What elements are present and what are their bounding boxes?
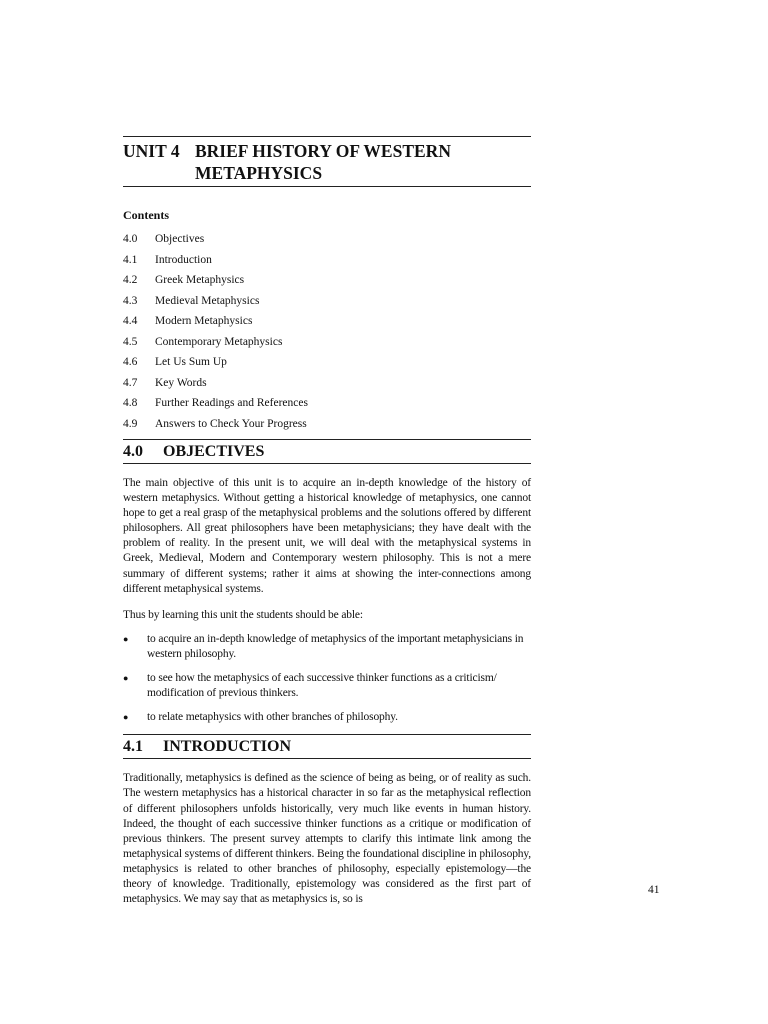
bullet-icon: ●	[123, 673, 129, 684]
toc-item	[123, 311, 531, 332]
contents-heading: Contents	[123, 208, 170, 222]
section-number: 4.0	[123, 443, 143, 460]
toc-label: Contemporary Metaphysics	[155, 335, 283, 348]
bullet-text: to see how the metaphysics of each successive thinker functions as a criticism/ modification of previous thinkers.	[147, 672, 497, 700]
page-content	[123, 136, 531, 907]
toc-item	[123, 229, 531, 250]
unit-title	[195, 140, 531, 184]
toc-item	[123, 291, 531, 312]
bullet-icon: ●	[123, 633, 129, 644]
bullet-text: to relate metaphysics with other branches of philosophy.	[147, 711, 398, 724]
toc-label: Modern Metaphysics	[155, 315, 253, 327]
page-number: 41	[648, 884, 660, 896]
unit-bottom-rule	[123, 186, 531, 187]
section-title: OBJECTIVES	[163, 443, 265, 460]
section-title: INTRODUCTION	[163, 738, 292, 756]
toc-item	[123, 352, 531, 373]
introduction-paragraph: Traditionally, metaphysics is defined as the science of being as being, or of reality as such. The western metaphysics has a historical character in so far as the metaphysical reflection of different philosophers unfolds historically, very much like events in human history. Indeed, the thought of each successive thinker functions as a critique or modification of previous thinkers. The present survey attempts to clarify this intimate link among the metaphysical systems of different thinkers. Being the foundational discipline in philosophy, metaphysics is related to other branches of philosophy, especially epistemology—the theory of knowledge. Traditionally, epistemology was considered as the first part of metaphysics. We may say that as metaphysics is, so is	[123, 772, 531, 906]
section-number: 4.1	[123, 738, 143, 756]
toc-item	[123, 393, 531, 414]
toc-number: 4.3	[123, 294, 138, 307]
toc-item	[123, 373, 531, 394]
toc-number: 4.5	[123, 335, 138, 348]
toc-label: Greek Metaphysics	[155, 274, 245, 286]
toc-number: 4.1	[123, 253, 138, 266]
toc-item	[123, 414, 531, 435]
unit-title-line2: METAPHYSICS	[195, 163, 323, 183]
bullet-icon: ●	[123, 712, 129, 723]
toc-number: 4.4	[123, 315, 138, 327]
introduction-bottom-rule	[123, 758, 531, 759]
toc-label: Answers to Check Your Progress	[155, 417, 307, 430]
toc-label: Key Words	[155, 376, 207, 389]
toc-label: Introduction	[155, 253, 212, 266]
objectives-heading	[123, 440, 531, 463]
table-of-contents	[123, 229, 531, 434]
bullet-item	[123, 671, 531, 701]
toc-item	[123, 250, 531, 271]
unit-number: UNIT 4	[123, 141, 180, 161]
toc-number: 4.9	[123, 417, 138, 430]
bullet-text: to acquire an in-depth knowledge of metaphysics of the important metaphysicians in western philosophy.	[147, 632, 524, 660]
objectives-paragraph: The main objective of this unit is to acquire an in-depth knowledge of the history of western metaphysics. Without getting a historical knowledge of metaphysics, one cannot hope to get a real grasp of the metaphysical problems and the solutions offered by different philosophers. All great philosophers have been metaphysicians; they have dealt with the problem of reality. In the present unit, we will deal with the metaphysical systems in Greek, Medieval, Modern and Contemporary western philosophy. This is not a mere summary of different systems; rather it aims at showing the inter-connections among different metaphysical systems.	[123, 477, 531, 595]
toc-label: Objectives	[155, 233, 205, 245]
toc-item	[123, 332, 531, 353]
toc-number: 4.0	[123, 233, 138, 245]
toc-number: 4.7	[123, 376, 138, 389]
objectives-bottom-rule	[123, 463, 531, 464]
toc-number: 4.8	[123, 397, 138, 409]
introduction-heading	[123, 735, 531, 758]
toc-label: Further Readings and References	[155, 397, 308, 409]
toc-number: 4.6	[123, 356, 138, 368]
toc-label: Let Us Sum Up	[155, 356, 227, 368]
toc-item	[123, 270, 531, 291]
objectives-lead: Thus by learning this unit the students should be able:	[123, 608, 363, 621]
unit-title-line1: BRIEF HISTORY OF WESTERN	[195, 141, 451, 161]
objectives-bullet-list	[123, 632, 531, 725]
unit-heading	[123, 137, 531, 186]
toc-label: Medieval Metaphysics	[155, 294, 260, 307]
toc-number: 4.2	[123, 274, 138, 286]
bullet-item	[123, 632, 531, 662]
bullet-item	[123, 710, 531, 725]
